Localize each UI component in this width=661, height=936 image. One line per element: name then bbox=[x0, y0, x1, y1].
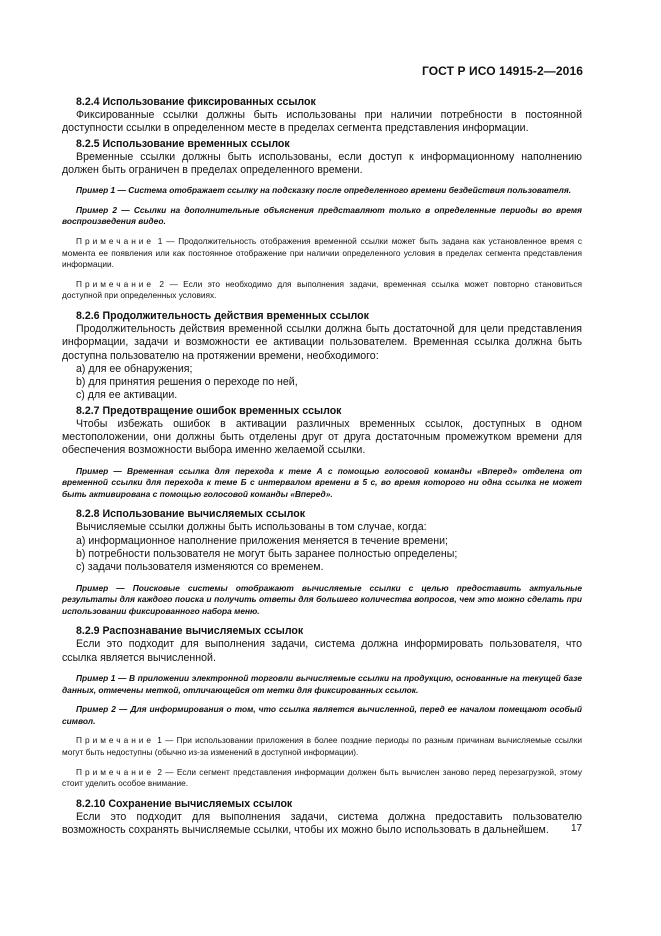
heading-8-2-8: 8.2.8 Использование вычисляемых ссылок bbox=[76, 508, 306, 521]
note-8-2-5-2 bbox=[62, 279, 582, 302]
standard-code: ГОСТ Р ИСО 14915-2—2016 bbox=[421, 64, 583, 78]
note-text: 2 — Если сегмент представления информации должен быть вычислен заново перед перезагрузкой, этому стоит уделить особое внимание. bbox=[62, 766, 582, 789]
page-content bbox=[62, 94, 582, 837]
paragraph-8-2-7: Чтобы избежать ошибок в активации различных временных ссылок, доступных в одном местоположении, они должны быть отделены друг от друга достаточным промежутком времени для обеспечения возможности выбора именно желаемой ссылки. bbox=[62, 417, 582, 457]
heading-8-2-4: 8.2.4 Использование фиксированных ссылок bbox=[76, 96, 316, 108]
note-label: Примечание bbox=[76, 278, 155, 289]
note-label: Примечание bbox=[76, 735, 155, 746]
example-8-2-5-1: Пример 1 — Система отображает ссылку на подсказку после определенного времени бездействия пользователя. bbox=[76, 185, 572, 196]
example-8-2-9-2: Пример 2 — Для информирования о том, что ссылка является вычисленной, перед ее началом помещают особый символ. bbox=[62, 704, 582, 726]
note-text: 2 — Если это необходимо для выполнения задачи, временная ссылка может повторно становиться доступной при определенных условиях. bbox=[62, 278, 582, 301]
paragraph-8-2-9: Если это подходит для выполнения задачи, система должна информировать пользователя, что ссылка является вычисленной. bbox=[62, 638, 582, 664]
note-8-2-9-1 bbox=[62, 735, 582, 758]
example-8-2-5-2: Пример 2 — Ссылки на дополнительные объяснения представляют только в определенные периоды во время воспроизведения видео. bbox=[62, 204, 582, 227]
paragraph-8-2-6: Продолжительность действия временной ссылки должна быть достаточной для цели представления информации, задачи и возможности ее активации пользователем. Временная ссылка должна быть доступна пользователю на протяжении времени, необходимого: bbox=[62, 322, 582, 362]
note-text: 1 — При использовании приложения в более поздние периоды по разным причинам вычисляемые ссылки могут быть недоступны (обычно из-за изменений в доступной информации). bbox=[62, 735, 582, 757]
example-8-2-8: Пример — Поисковые системы отображают вычисляемые ссылки с целью предоставить актуальные результаты для каждого поиска и получить ответы для большего количества вопросов, чем это можно сделать при использовании фиксированного набора меню. bbox=[62, 582, 582, 616]
list-item: b) потребности пользователя не могут быть заранее полностью определены; bbox=[76, 547, 458, 560]
heading-8-2-10: 8.2.10 Сохранение вычисляемых ссылок bbox=[76, 797, 293, 810]
example-8-2-7: Пример — Временная ссылка для перехода к теме А с помощью голосовой команды «Вперед» отделена от временной ссылки для перехода к теме Б с интервалом времени в 5 с, во время которого ни одна ссылка не может быть активирована с помощью голосовой команды «Вперед». bbox=[62, 465, 582, 499]
heading-8-2-9: 8.2.9 Распознавание вычисляемых ссылок bbox=[76, 625, 304, 638]
paragraph-8-2-4: Фиксированные ссылки должны быть использованы при наличии потребности в постоянной доступности ссылки в определенном месте в пределах сегмента представления информации. bbox=[62, 109, 582, 135]
note-8-2-5-1 bbox=[62, 236, 582, 271]
example-8-2-9-1: Пример 1 — В приложении электронной торговли вычисляемые ссылки на продукцию, основанные на текущей базе данных, отмечены меткой, отличающейся от метки для фиксированных ссылок. bbox=[62, 672, 582, 695]
paragraph-8-2-8: Вычисляемые ссылки должны быть использованы в том случае, когда: bbox=[76, 521, 427, 534]
list-item: c) для ее активации. bbox=[76, 389, 178, 402]
note-label: Примечание bbox=[76, 235, 155, 246]
note-8-2-9-2 bbox=[62, 767, 582, 790]
note-text: 1 — Продолжительность отображения временной ссылки может быть задана как установленное время с момента ее появления или как постоянное отображение при наличии определенного условия в пределах сегмента представления информации. bbox=[62, 235, 582, 270]
list-item: a) информационное наполнение приложения меняется в течение времени; bbox=[76, 534, 448, 547]
list-item: c) задачи пользователя изменяются со временем. bbox=[76, 561, 324, 574]
heading-8-2-7: 8.2.7 Предотвращение ошибок временных ссылок bbox=[76, 404, 342, 417]
paragraph-8-2-5: Временные ссылки должны быть использованы, если доступ к информационному наполнению должен быть ограничен в пределах определенного времени. bbox=[62, 150, 582, 176]
heading-8-2-6: 8.2.6 Продолжительность действия временных ссылок bbox=[76, 309, 369, 322]
list-item: a) для ее обнаружения; bbox=[76, 362, 193, 375]
note-label: Примечание bbox=[76, 766, 155, 777]
paragraph-8-2-10: Если это подходит для выполнения задачи, система должна предоставить пользователю возможность сохранять вычисляемые ссылки, чтобы их можно было использовать в дальнейшем. bbox=[62, 810, 582, 836]
page-number: 17 bbox=[571, 823, 583, 834]
list-item: b) для принятия решения о переходе по ней, bbox=[76, 376, 298, 389]
heading-8-2-5: 8.2.5 Использование временных ссылок bbox=[76, 137, 290, 150]
